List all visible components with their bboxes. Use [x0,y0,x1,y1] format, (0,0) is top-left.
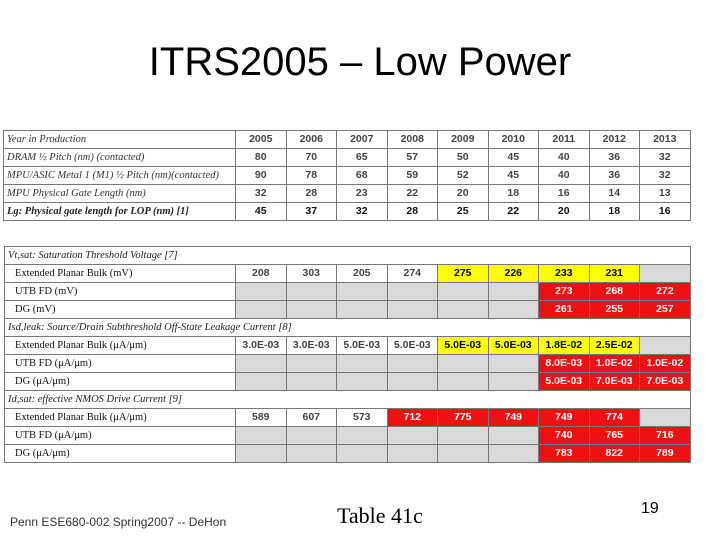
table-row [5,265,691,283]
data-cell: 22 [488,203,539,221]
data-cell: 5.0E-03 [387,337,438,355]
data-cell [236,373,287,391]
table-row [5,337,691,355]
data-cell [438,427,489,445]
data-cell [337,301,388,319]
data-cell [337,445,388,463]
year-header-cell: 2005 [236,131,287,149]
data-cell: 5.0E-03 [539,373,590,391]
table-row [5,283,691,301]
footer-table-caption: Table 41c [337,503,423,528]
data-cell: 822 [589,445,640,463]
data-cell [640,265,691,283]
slide-title: ITRS2005 – Low Power [148,40,572,84]
data-cell: 32 [640,149,691,167]
data-cell [286,427,337,445]
table-row [5,409,691,427]
data-cell: 37 [286,203,337,221]
data-cell: 3.0E-03 [286,337,337,355]
low-power-parameters-table [4,246,691,463]
data-cell: 2.5E-02 [589,337,640,355]
data-cell: 16 [539,185,590,203]
data-cell [488,427,539,445]
data-cell: 36 [589,149,640,167]
data-cell: 589 [236,409,287,427]
data-cell [488,373,539,391]
data-cell [337,355,388,373]
data-cell [488,355,539,373]
data-cell [387,283,438,301]
data-cell [387,427,438,445]
section-heading: Isd,leak: Source/Drain Subthreshold Off-State Leakage Current [8] [5,319,691,337]
data-cell: 712 [387,409,438,427]
data-cell: 268 [589,283,640,301]
data-cell [438,355,489,373]
data-cell: 23 [337,185,388,203]
data-cell [488,301,539,319]
year-header-cell: 2006 [286,131,337,149]
data-cell [236,301,287,319]
data-cell [387,355,438,373]
data-cell: 205 [337,265,388,283]
row-label: DG (μA/μm) [5,373,236,391]
data-cell: 20 [539,203,590,221]
technology-roadmap-table [3,130,691,221]
data-cell [337,283,388,301]
row-label: Lg: Physical gate length for LOP (nm) [1] [4,203,236,221]
data-cell: 573 [337,409,388,427]
row-label: Extended Planar Bulk (μA/μm) [5,337,236,355]
data-cell [286,445,337,463]
data-cell: 7.0E-03 [589,373,640,391]
data-cell: 52 [438,167,489,185]
data-cell: 1.8E-02 [539,337,590,355]
data-cell: 32 [236,185,287,203]
data-cell [387,445,438,463]
data-cell: 45 [488,149,539,167]
table-row [5,301,691,319]
row-label: UTB FD (mV) [5,283,236,301]
section-heading: Id,sat: effective NMOS Drive Current [9] [5,391,691,409]
data-cell: 68 [337,167,388,185]
data-cell [438,445,489,463]
data-cell: 774 [589,409,640,427]
data-cell: 716 [640,427,691,445]
data-cell [236,427,287,445]
data-cell: 18 [488,185,539,203]
data-cell: 749 [488,409,539,427]
data-cell: 274 [387,265,438,283]
data-cell: 303 [286,265,337,283]
data-cell [640,337,691,355]
data-cell: 70 [286,149,337,167]
data-cell: 3.0E-03 [236,337,287,355]
data-cell: 1.0E-02 [640,355,691,373]
data-cell: 5.0E-03 [438,337,489,355]
data-cell: 57 [387,149,438,167]
data-cell [488,283,539,301]
data-cell [337,373,388,391]
table-row [5,427,691,445]
row-label: DG (mV) [5,301,236,319]
data-cell: 45 [488,167,539,185]
data-cell: 8.0E-03 [539,355,590,373]
data-cell: 740 [539,427,590,445]
data-cell: 226 [488,265,539,283]
data-cell: 272 [640,283,691,301]
footer-course-label: Penn ESE680-002 Spring2007 -- DeHon [10,515,227,529]
data-cell: 789 [640,445,691,463]
data-cell: 231 [589,265,640,283]
table-row [5,373,691,391]
data-cell: 749 [539,409,590,427]
data-cell [236,283,287,301]
year-header-row [4,131,691,149]
year-header-cell: 2007 [337,131,388,149]
data-cell: 765 [589,427,640,445]
data-cell: 36 [589,167,640,185]
data-cell [438,373,489,391]
data-cell [286,301,337,319]
row-label: UTB FD (μA/μm) [5,427,236,445]
data-cell [286,355,337,373]
data-cell: 78 [286,167,337,185]
year-header-cell: 2008 [387,131,438,149]
data-cell [387,301,438,319]
data-cell: 50 [438,149,489,167]
row-label: Extended Planar Bulk (μA/μm) [5,409,236,427]
data-cell: 273 [539,283,590,301]
row-label: DRAM ½ Pitch (nm) (contacted) [4,149,236,167]
data-cell: 16 [640,203,691,221]
data-cell: 257 [640,301,691,319]
data-cell [438,283,489,301]
data-cell: 5.0E-03 [337,337,388,355]
data-cell: 28 [387,203,438,221]
row-label: MPU/ASIC Metal 1 (M1) ½ Pitch (nm)(contacted) [4,167,236,185]
table-row [5,445,691,463]
data-cell: 45 [236,203,287,221]
data-cell: 14 [589,185,640,203]
data-cell [488,445,539,463]
data-cell [286,283,337,301]
year-header-cell: 2009 [438,131,489,149]
table-row [4,149,691,167]
data-cell: 208 [236,265,287,283]
data-cell [236,445,287,463]
data-cell [337,427,388,445]
data-cell: 59 [387,167,438,185]
data-cell: 40 [539,149,590,167]
section-heading-row [5,319,691,337]
data-cell: 607 [286,409,337,427]
data-cell: 90 [236,167,287,185]
table-row [5,355,691,373]
data-cell [640,409,691,427]
year-header-cell: 2012 [589,131,640,149]
data-cell [387,373,438,391]
data-cell: 275 [438,265,489,283]
data-cell: 20 [438,185,489,203]
data-cell [438,301,489,319]
table-row [4,185,691,203]
data-cell: 18 [589,203,640,221]
data-cell: 255 [589,301,640,319]
year-header-label: Year in Production [4,131,236,149]
data-cell: 32 [640,167,691,185]
data-cell: 1.0E-02 [589,355,640,373]
section-heading: Vt,sat: Saturation Threshold Voltage [7] [5,247,691,265]
data-cell: 233 [539,265,590,283]
row-label: MPU Physical Gate Length (nm) [4,185,236,203]
section-heading-row [5,391,691,409]
row-label: Extended Planar Bulk (mV) [5,265,236,283]
data-cell: 32 [337,203,388,221]
row-label: DG (μA/μm) [5,445,236,463]
data-cell: 261 [539,301,590,319]
data-cell: 5.0E-03 [488,337,539,355]
table-row [4,167,691,185]
data-cell: 25 [438,203,489,221]
data-cell [286,373,337,391]
page-number: 19 [641,500,659,517]
data-cell [236,355,287,373]
data-cell: 80 [236,149,287,167]
data-cell: 783 [539,445,590,463]
data-cell: 28 [286,185,337,203]
data-cell: 775 [438,409,489,427]
year-header-cell: 2010 [488,131,539,149]
data-cell: 22 [387,185,438,203]
data-cell: 65 [337,149,388,167]
table-row [4,203,691,221]
year-header-cell: 2013 [640,131,691,149]
data-cell: 40 [539,167,590,185]
row-label: UTB FD (μA/μm) [5,355,236,373]
data-cell: 7.0E-03 [640,373,691,391]
year-header-cell: 2011 [539,131,590,149]
section-heading-row [5,247,691,265]
data-cell: 13 [640,185,691,203]
